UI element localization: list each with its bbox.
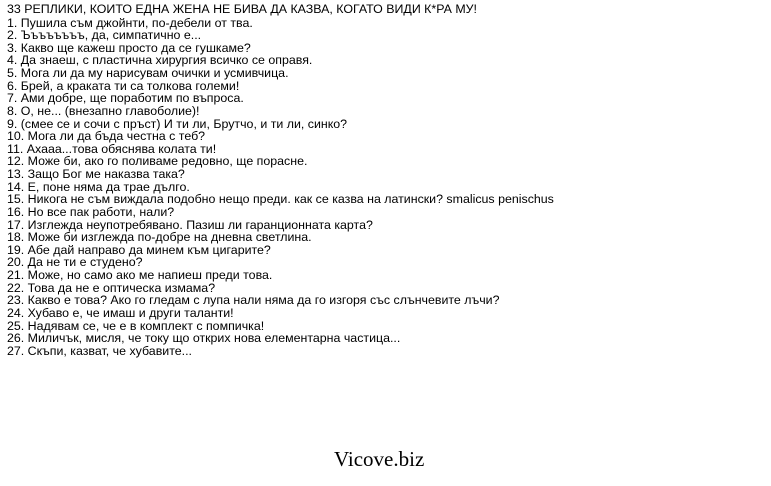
list-item: 18. Може би изглежда по-добре на дневна светлина. — [7, 230, 312, 245]
list-item: 15. Никога не съм виждала подобно нещо преди. как се казва на латински? smalicus penischus — [7, 192, 554, 207]
document — [7, 2, 767, 357]
list-item: 4. Да знаеш, с пластична хирургия всичко се оправя. — [7, 53, 313, 68]
list-item: 24. Хубаво е, че имаш и други таланти! — [7, 305, 234, 320]
list-item: 13. Защо Бог ме наказва така? — [7, 167, 185, 182]
list-item: 27. Скъпи, казват, че хубавите... — [7, 343, 192, 358]
list-item: 9. (смее се и сочи с пръст) И ти ли, Брутчо, и ти ли, синко? — [7, 116, 348, 131]
page-title: 33 РЕПЛИКИ, КОИТО ЕДНА ЖЕНА НЕ БИВА ДА КАЗВА, КОГАТО ВИДИ К*РА МУ! — [7, 2, 477, 16]
list-item: 17. Изглежда неупотребявано. Пазиш ли гаранционната карта? — [7, 217, 373, 232]
list-item: 1. Пушила съм джойнти, по-дебели от тва. — [7, 15, 253, 30]
list-item: 25. Надявам се, че е в комплект с помпичка! — [7, 318, 265, 333]
list-item: 12. Може би, ако го поливаме редовно, ще порасне. — [7, 154, 308, 169]
list-item: 23. Какво е това? Ако го гледам с лупа нали няма да го изгоря със слънчевите лъчи? — [7, 293, 500, 308]
list-item: 21. Може, но само ако ме напиеш преди това. — [7, 268, 273, 283]
list-item: 19. Абе дай направо да минем към цигарите? — [7, 242, 271, 257]
list-item: 5. Мога ли да му нарисувам очички и усмивчица. — [7, 66, 289, 81]
list-item: 16. Но все пак работи, нали? — [7, 204, 175, 219]
list-item: 3. Какво ще кажеш просто да се гушкаме? — [7, 40, 251, 55]
list-item: 8. О, не... (внезапно главоболие)! — [7, 103, 200, 118]
list-item: 2. Ъъъъъъъъ, да, симпатично е... — [7, 28, 202, 43]
list-item: 11. Ахааа...това обяснява колата ти! — [7, 141, 217, 156]
list-item: 7. Ами добре, ще поработим по въпроса. — [7, 91, 244, 106]
remarks-list — [7, 17, 767, 358]
list-item: 14. Е, поне няма да трае дълго. — [7, 179, 190, 194]
list-item: 10. Мога ли да бъда честна с теб? — [7, 129, 206, 144]
list-item: 6. Брей, а краката ти са толкова големи! — [7, 78, 240, 93]
site-watermark: Vicove.biz — [334, 447, 425, 471]
list-item: 22. Това да не е оптическа измама? — [7, 280, 216, 295]
list-item: 26. Миличък, мисля, че току що открих нова елементарна частица... — [7, 331, 401, 346]
list-item: 20. Да не ти е студено? — [7, 255, 143, 270]
